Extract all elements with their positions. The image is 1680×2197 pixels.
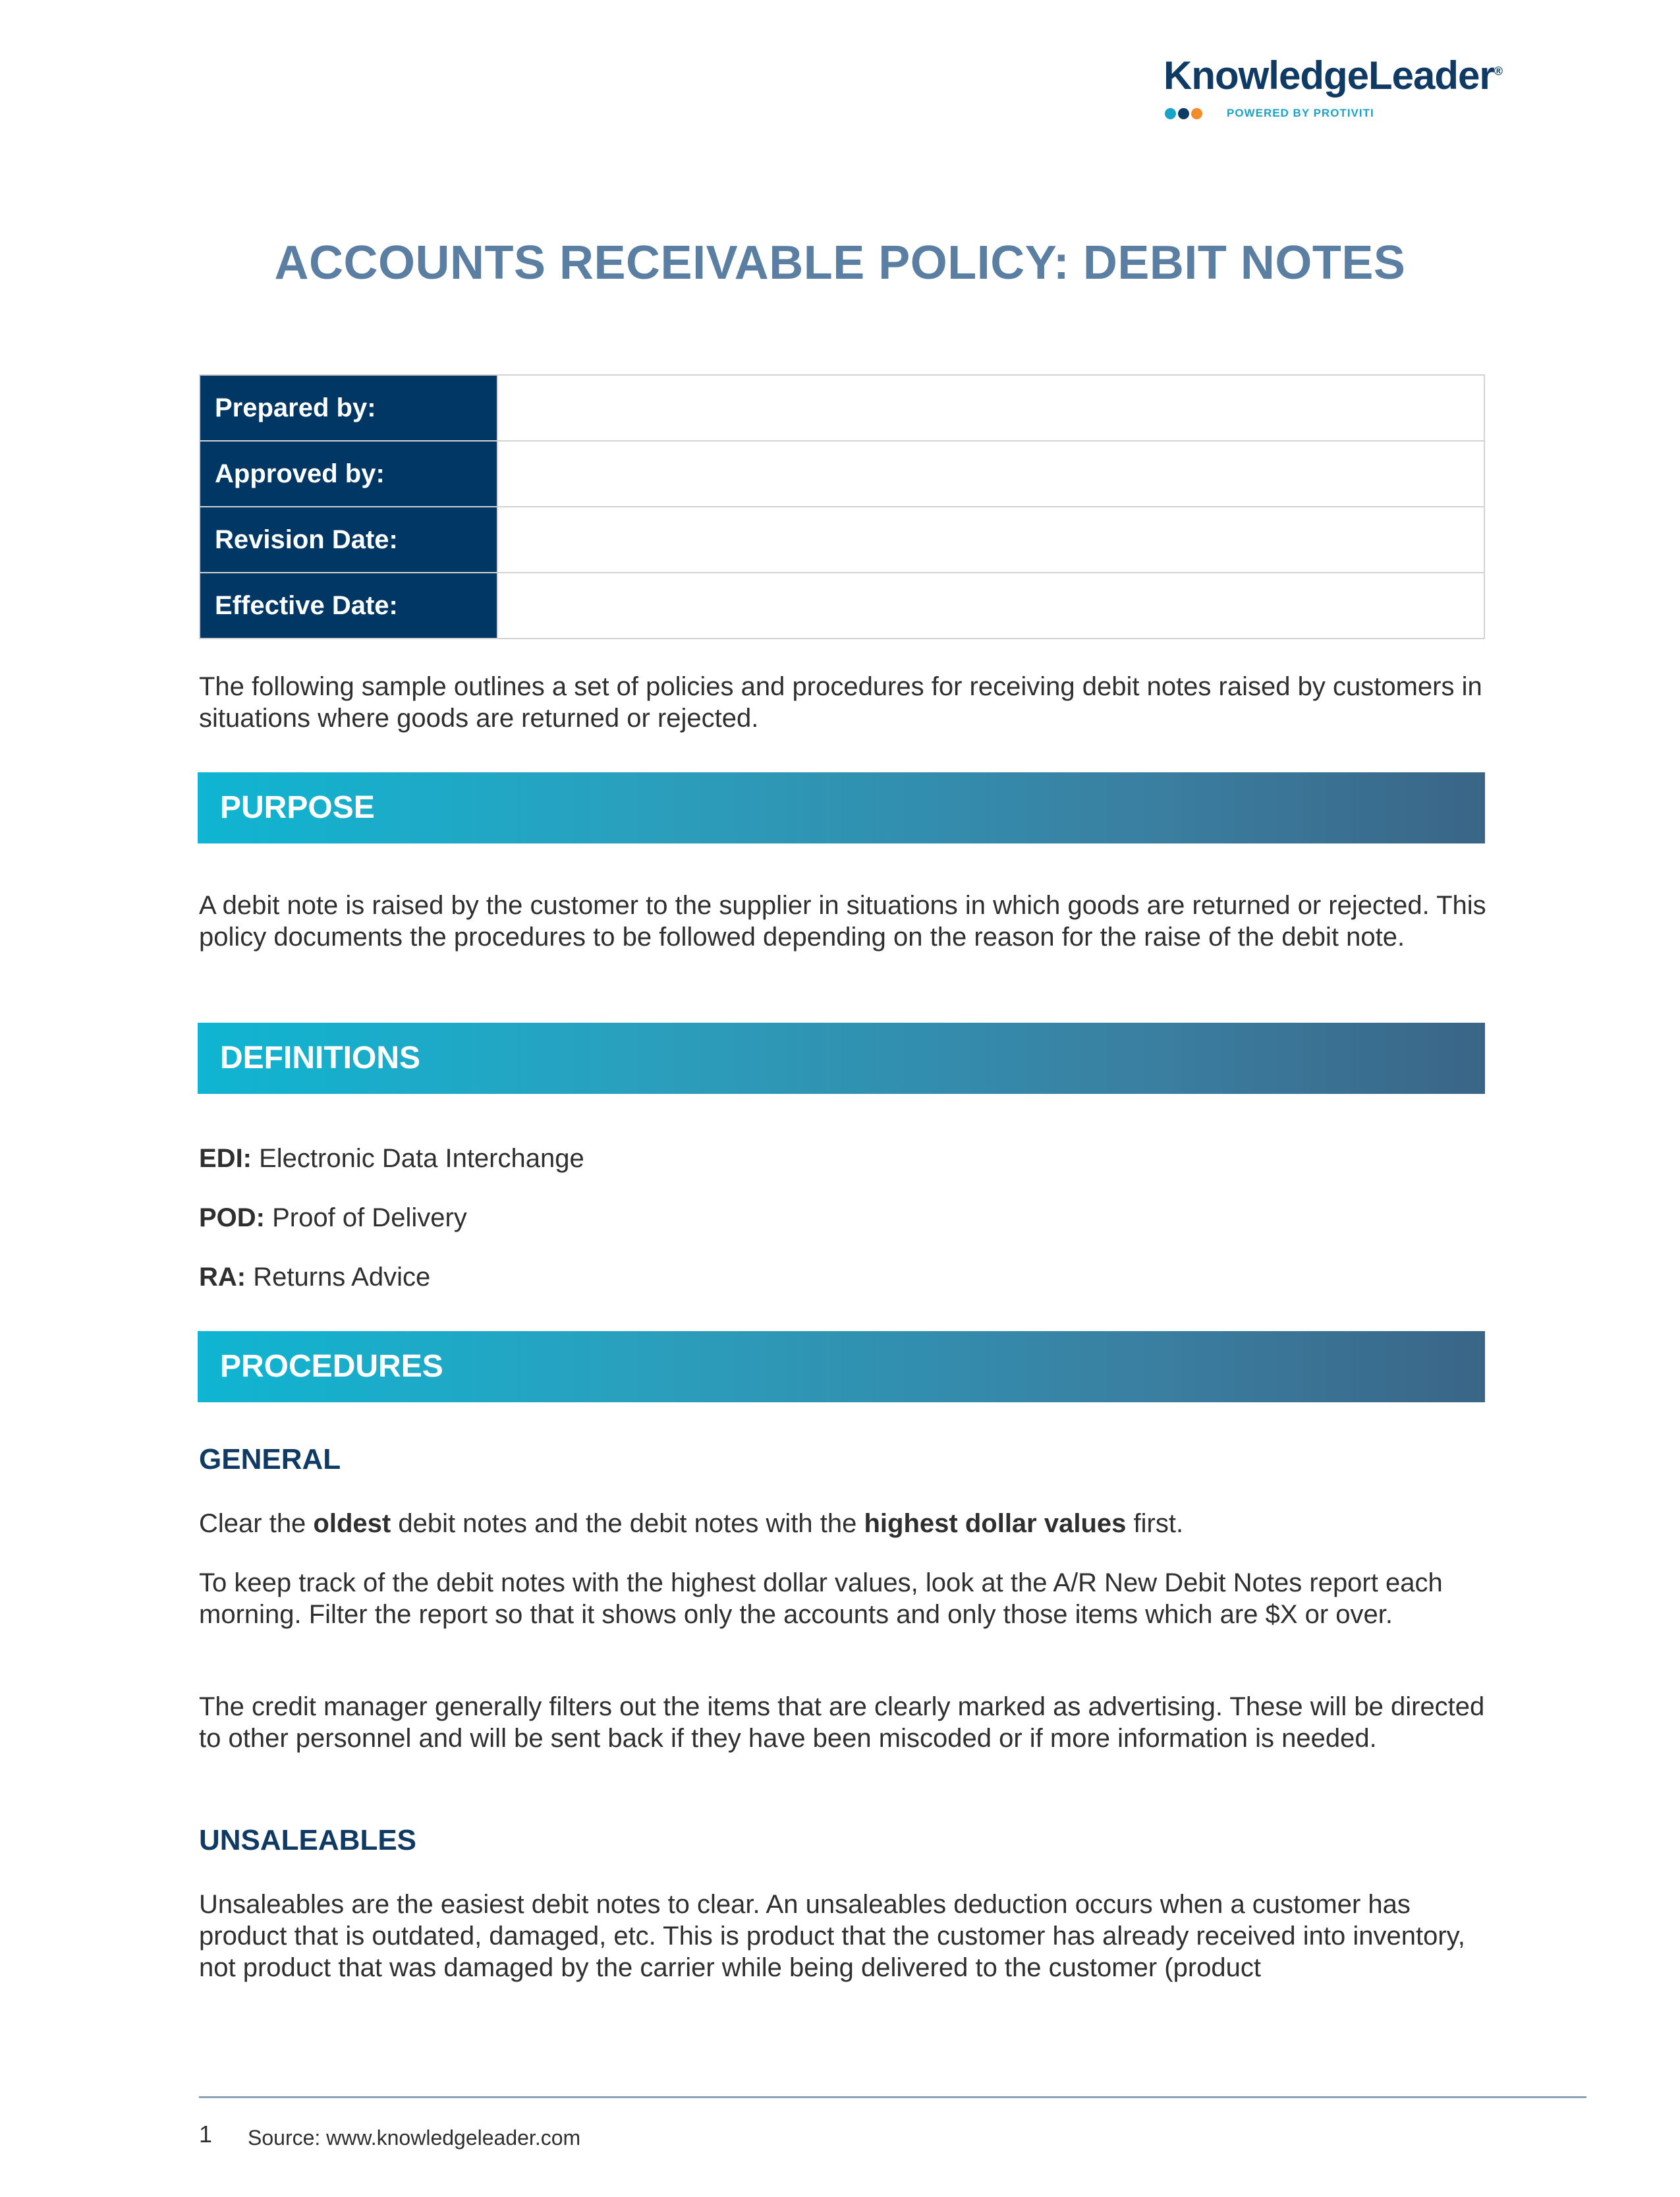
page-title: ACCOUNTS RECEIVABLE POLICY: DEBIT NOTES: [274, 237, 1406, 289]
intro-paragraph: The following sample outlines a set of policies and procedures for receiving debit notes raised by customers in situations where goods are returned or rejected.: [199, 672, 1482, 733]
document-info-table: [199, 374, 1485, 639]
logo-wordmark: KnowledgeLeader®: [1163, 53, 1503, 98]
page-number: 1: [199, 2121, 213, 2148]
table-row: [200, 375, 1484, 441]
general-paragraph-3: The credit manager generally filters out the items that are clearly marked as advertising. These will be directed to other personnel and will be sent back if they have been miscoded or if more information is needed.: [199, 1692, 1485, 1753]
prepared-by-label: Prepared by:: [200, 375, 497, 441]
purpose-paragraph: A debit note is raised by the customer to the supplier in situations in which goods are returned or rejected. This policy documents the procedures to be followed depending on the reason for the raise of the debit note.: [199, 891, 1486, 952]
knowledgeleader-logo: [1163, 53, 1503, 125]
footer-divider: [199, 2096, 1586, 2098]
footer-source: Source: www.knowledgeleader.com: [248, 2126, 581, 2150]
unsaleables-subheading: UNSALEABLES: [199, 1824, 417, 1856]
definition-term: POD:: [199, 1203, 265, 1232]
revision-date-label: Revision Date:: [200, 507, 497, 573]
definition-ra: [199, 1261, 1490, 1293]
definition-text: Proof of Delivery: [265, 1203, 467, 1232]
definition-pod: [199, 1202, 1490, 1234]
definition-text: Returns Advice: [246, 1263, 431, 1292]
definition-text: Electronic Data Interchange: [252, 1144, 584, 1173]
purpose-heading: PURPOSE: [220, 790, 375, 825]
revision-date-value[interactable]: [497, 507, 1484, 573]
approved-by-label: Approved by:: [200, 441, 497, 507]
procedures-heading: PROCEDURES: [220, 1349, 443, 1384]
definitions-heading: DEFINITIONS: [220, 1041, 421, 1075]
general-subheading: GENERAL: [199, 1443, 341, 1475]
effective-date-label: Effective Date:: [200, 573, 497, 639]
definition-edi: [199, 1143, 1490, 1174]
definition-term: RA:: [199, 1263, 246, 1292]
table-row: [200, 507, 1484, 573]
logo-dots-icon: [1165, 108, 1204, 120]
effective-date-value[interactable]: [497, 573, 1484, 639]
purpose-section-header: [198, 772, 1485, 843]
procedures-section-header: [198, 1331, 1485, 1402]
prepared-by-value[interactable]: [497, 375, 1484, 441]
approved-by-value[interactable]: [497, 441, 1484, 507]
table-row: [200, 573, 1484, 639]
unsaleables-paragraph-1: Unsaleables are the easiest debit notes to clear. An unsaleables deduction occurs when a customer has product that is outdated, damaged, etc. This is product that the customer has already received into inventory, not product that was damaged by the carrier while being delivered to the customer (product: [199, 1890, 1465, 1982]
definition-term: EDI:: [199, 1144, 252, 1173]
logo-powered-by: POWERED BY PROTIVITI: [1227, 107, 1374, 119]
table-row: [200, 441, 1484, 507]
general-paragraph-1: Clear the oldest debit notes and the debit notes with the highest dollar values first.: [199, 1509, 1184, 1538]
definitions-section-header: [198, 1023, 1485, 1094]
general-paragraph-2: To keep track of the debit notes with the highest dollar values, look at the A/R New Debit Notes report each morning. Filter the report so that it shows only the accounts and only those items which are $X or over.: [199, 1568, 1443, 1629]
